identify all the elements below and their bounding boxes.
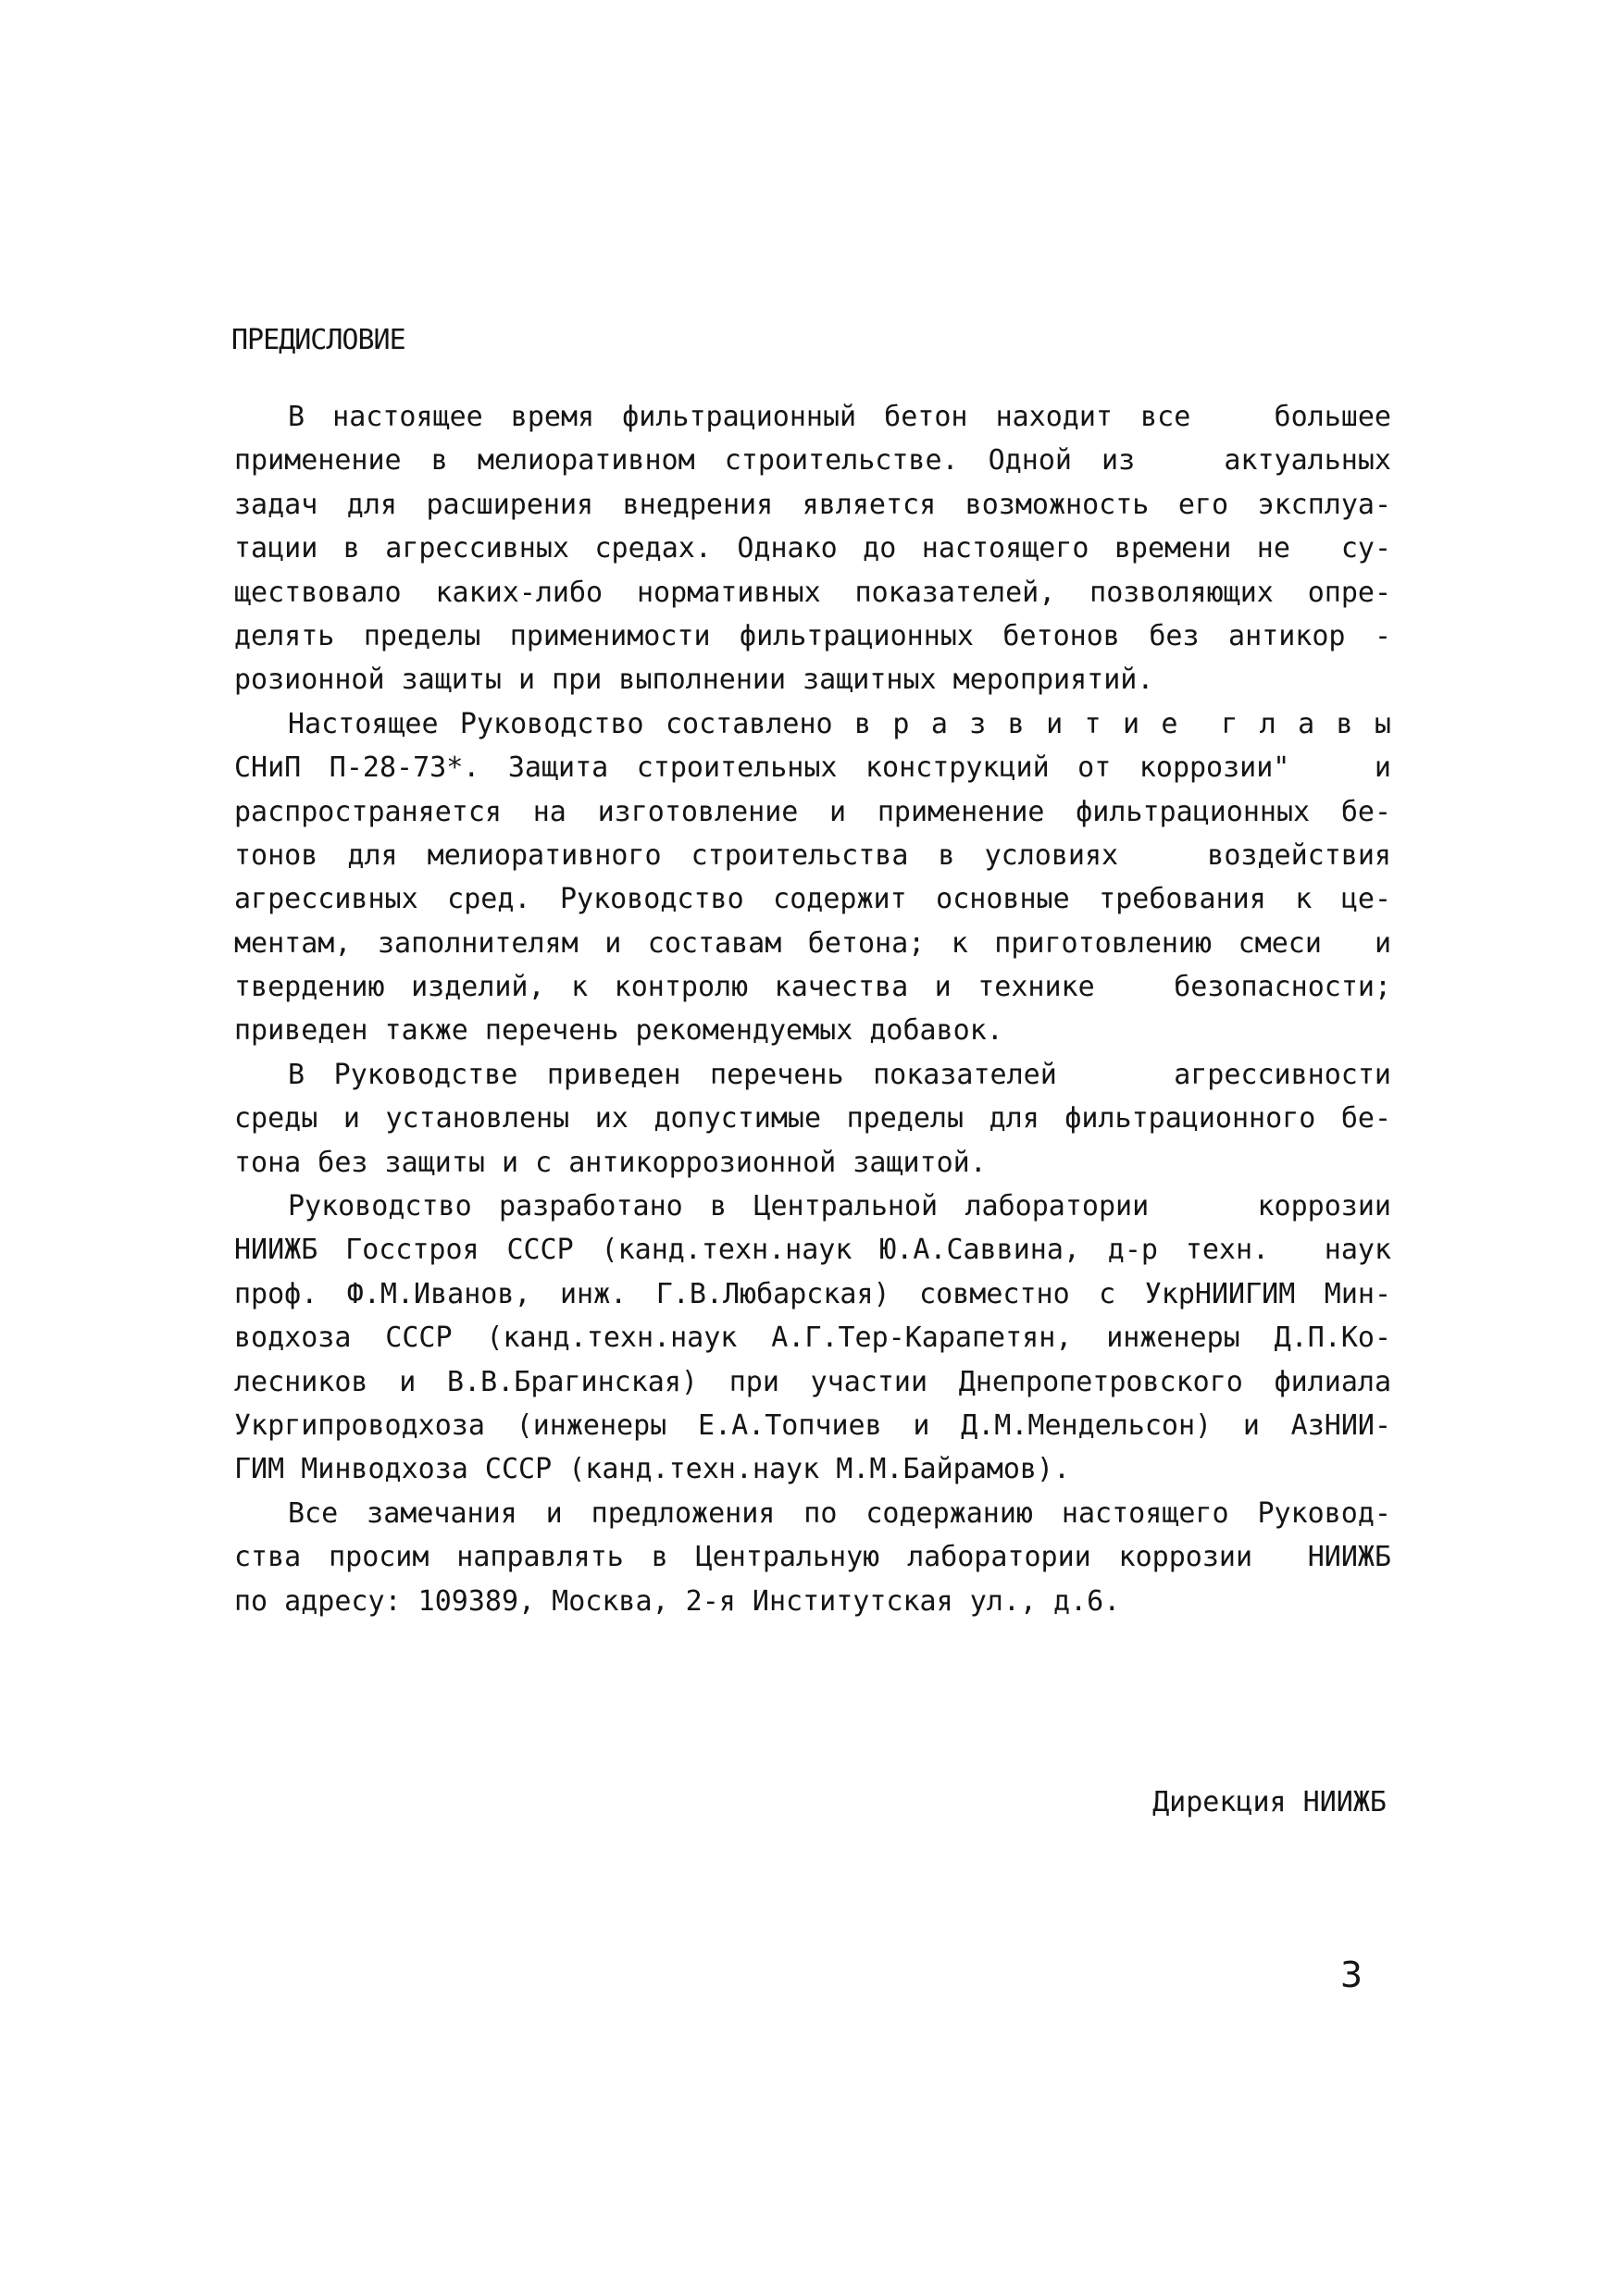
text-line: делять пределы применимости фильтрационных бетонов без антикор - — [234, 619, 1391, 652]
text-line: Все замечания и предложения по содержанию настоящего Руковод- — [288, 1496, 1391, 1530]
text-line: Укргипроводхоза (инженеры Е.А.Топчиев и Д.М.Мендельсон) и АзНИИ- — [234, 1409, 1391, 1442]
text-line: проф. Ф.М.Иванов, инж. Г.В.Любарская) совместно с УкрНИИГИМ Мин- — [234, 1277, 1391, 1310]
text-line: розионной защиты и при выполнении защитных мероприятий. — [234, 664, 1154, 697]
paragraph-1 — [234, 395, 1391, 702]
text-line: распространяется на изготовление и применение фильтрационных бе- — [234, 795, 1391, 828]
text-line: лесников и В.В.Брагинская) при участии Днепропетровского филиала — [234, 1365, 1391, 1398]
paragraph-2 — [234, 702, 1391, 1053]
paragraph-3 — [234, 1053, 1391, 1185]
text-line: тона без защиты и с антикоррозионной защитой. — [234, 1146, 987, 1179]
paragraph-5 — [234, 1492, 1391, 1623]
text-line: В настоящее время фильтрационный бетон находит все большее — [288, 401, 1391, 433]
text-line: Руководство разработано в Центральной лаборатории коррозии — [288, 1190, 1391, 1223]
text-line: ГИМ Минводхоза СССР (канд.техн.наук М.М.Байрамов). — [234, 1453, 1071, 1486]
text-line: ментам, заполнителям и составам бетона; к приготовлению смеси и — [234, 926, 1391, 960]
paragraph-4 — [234, 1185, 1391, 1492]
text-line: В Руководстве приведен перечень показателей агрессивности — [288, 1058, 1391, 1091]
text-line: СНиП П-28-73*. Защита строительных конструкций от коррозии" и — [234, 751, 1391, 785]
text-line: водхоза СССР (канд.техн.наук А.Г.Тер-Карапетян, инженеры Д.П.Ко- — [234, 1322, 1391, 1355]
text-line: ства просим направлять в Центральную лаборатории коррозии НИИЖБ — [234, 1541, 1391, 1574]
document-body — [234, 395, 1391, 1623]
page-number: 3 — [1339, 1955, 1363, 1995]
text-line: твердению изделий, к контролю качества и технике безопасности; — [234, 971, 1391, 1004]
text-line: по адресу: 109389, Москва, 2-я Институтская ул., д.6. — [234, 1584, 1121, 1618]
text-line: НИИЖБ Госстроя СССР (канд.техн.наук Ю.А.Саввина, д-р техн. наук — [234, 1234, 1391, 1267]
text-line: Настоящее Руководство составлено в р а з в и т и е г л а в ы — [288, 707, 1391, 740]
signature: Дирекция НИИЖБ — [1152, 1786, 1387, 1818]
text-line: задач для расширения внедрения является возможность его эксплуа- — [234, 488, 1391, 521]
text-line: приведен также перечень рекомендуемых добавок. — [234, 1014, 1003, 1048]
text-line: среды и установлены их допустимые пределы для фильтрационного бе- — [234, 1102, 1391, 1136]
text-line: тонов для мелиоративного строительства в условиях воздействия — [234, 838, 1391, 872]
text-line: применение в мелиоративном строительстве. Одной из актуальных — [234, 444, 1391, 478]
text-line: тации в агрессивных средах. Однако до настоящего времени не су- — [234, 532, 1391, 565]
document-heading: ПРЕДИСЛОВИЕ — [231, 324, 405, 356]
text-line: агрессивных сред. Руководство содержит основные требования к це- — [234, 883, 1391, 916]
text-line: ществовало каких-либо нормативных показателей, позволяющих опре- — [234, 576, 1391, 609]
